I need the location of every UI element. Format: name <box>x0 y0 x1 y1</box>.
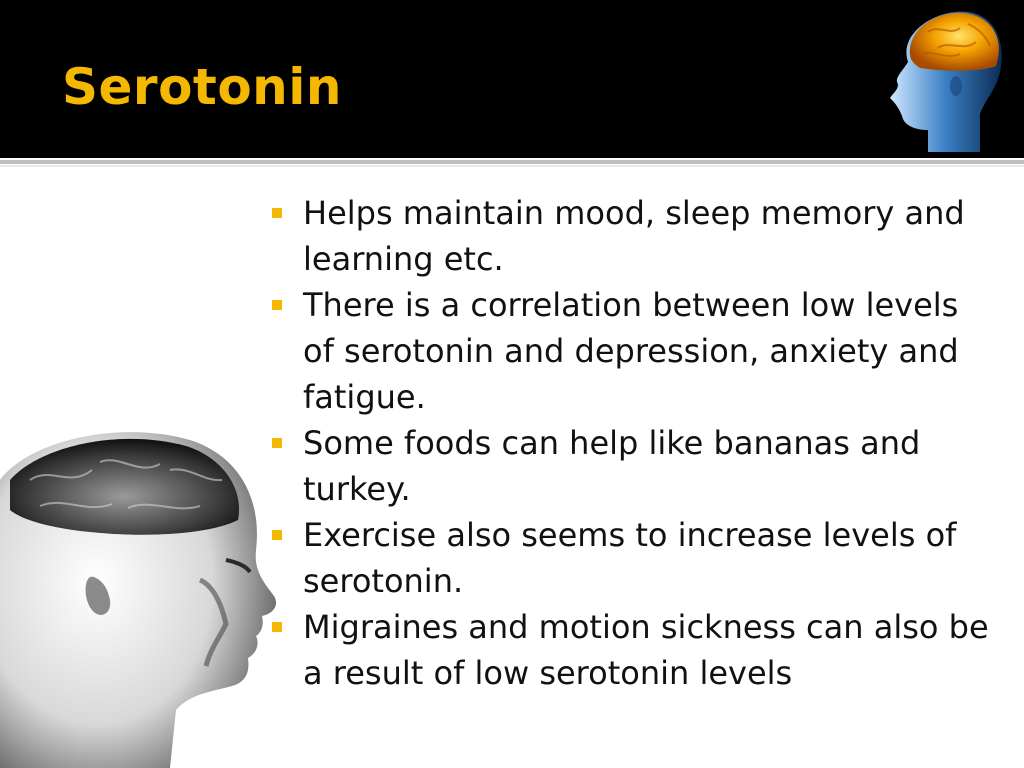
bullet-text: Exercise also seems to increase levels of serotonin. <box>303 516 957 600</box>
header-divider <box>0 160 1024 164</box>
bullet-item <box>270 420 990 512</box>
slide-title: Serotonin <box>62 58 343 116</box>
bullet-item <box>270 282 990 420</box>
header-divider-light <box>0 165 1024 167</box>
grayscale-head-illustration <box>0 410 300 768</box>
square-bullet-icon <box>272 208 282 218</box>
square-bullet-icon <box>272 530 282 540</box>
bullet-item <box>270 512 990 604</box>
bullet-item <box>270 604 990 696</box>
glowing-brain-head-icon <box>868 2 1008 154</box>
bullet-text: There is a correlation between low levels of serotonin and depression, anxiety and fatigue. <box>303 286 959 416</box>
bullet-item <box>270 190 990 282</box>
bullet-text: Migraines and motion sickness can also be a result of low serotonin levels <box>303 608 989 692</box>
bullet-text: Some foods can help like bananas and turkey. <box>303 424 921 508</box>
bullet-text: Helps maintain mood, sleep memory and learning etc. <box>303 194 965 278</box>
square-bullet-icon <box>272 438 282 448</box>
square-bullet-icon <box>272 300 282 310</box>
square-bullet-icon <box>272 622 282 632</box>
bullet-list <box>270 190 990 696</box>
